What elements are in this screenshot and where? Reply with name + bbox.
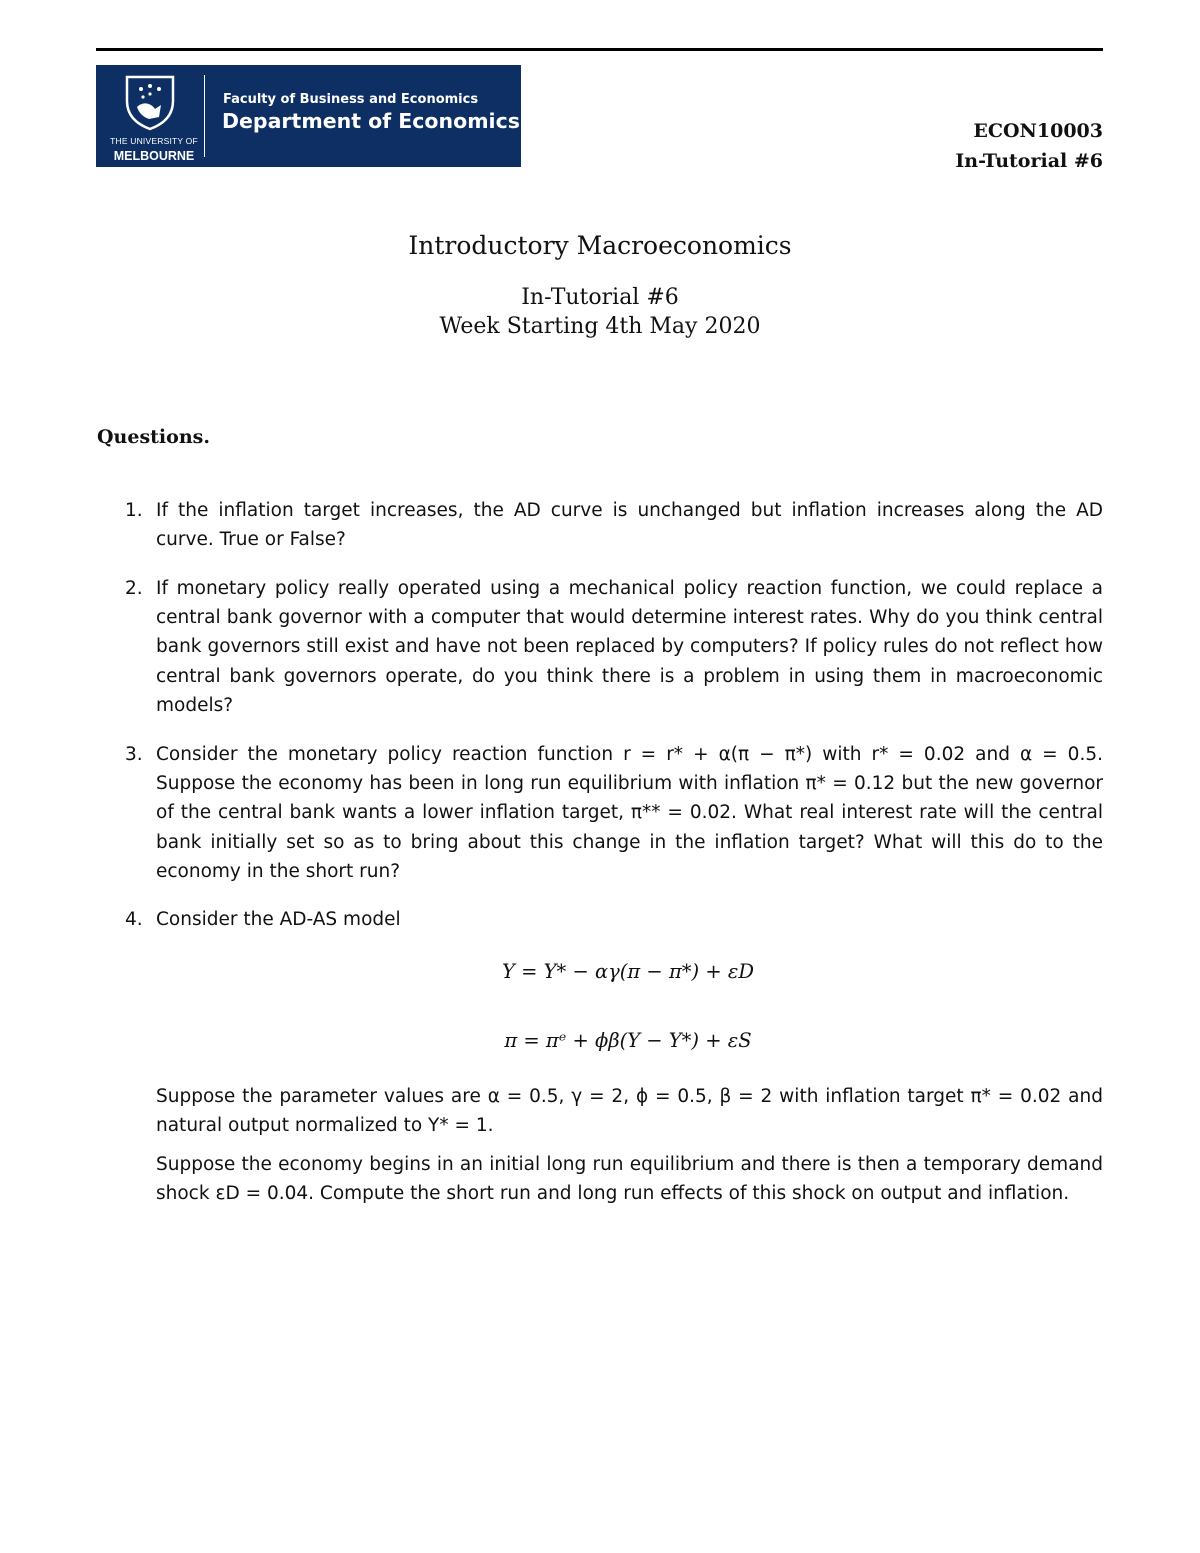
document-week: Week Starting 4th May 2020 [439,314,761,339]
question-text: If monetary policy really operated using a mechanical policy reaction function, we could replace a central bank governor with a computer that would determine interest rates. Why do you think central bank governors still exist and have not been replaced by computers? If policy rules do not reflect how central bank governors operate, do you think there is a problem in using them in macroeconomic models? [156,578,1103,716]
question-3 [125,740,1103,886]
course-info [955,116,1103,176]
document-subtitle: In-Tutorial #6 [521,285,679,310]
question-text: If the inflation target increases, the AD curve is unchanged but inflation increases along the AD curve. True or False? [156,500,1103,551]
university-crest-icon [106,73,198,163]
university-name-line2: MELBOURNE [113,149,195,163]
question-number: 4. [125,909,143,930]
document-title: Introductory Macroeconomics [408,231,792,260]
header-rule [96,48,1103,51]
section-heading: Questions. [97,426,210,448]
department-logo [96,65,521,167]
question-4-parameters [125,1082,1103,1140]
question-text: Consider the monetary policy reaction function r = r* + α(π − π*) with r* = 0.02 and α = 0.5. Suppose the economy has been in long run equilibrium with inflation π* = 0.12 but the new governor of the central bank wants a lower inflation target, π** = 0.02. What real interest rate will the central bank initially set so as to bring about this change in the inflation target? What will this do to the economy in the short run? [156,744,1103,882]
logo-divider [204,75,205,157]
question-2 [125,574,1103,720]
question-4 [125,905,1103,934]
question-1 [125,496,1103,554]
faculty-name: Faculty of Business and Economics [223,92,479,107]
question-number: 2. [125,578,143,599]
tutorial-label: In-Tutorial #6 [955,150,1103,172]
question-paragraph: Suppose the economy begins in an initial long run equilibrium and there is then a temporary demand shock εD = 0.04. Compute the short run and long run effects of this shock on output and inflation. [156,1154,1103,1205]
university-name-line1: THE UNIVERSITY OF [110,136,198,146]
equation-aggregate-supply: π = πᵉ + ϕβ(Y − Y*) + εS [504,1029,752,1052]
question-intro: Consider the AD-AS model [156,909,401,930]
question-4-task [125,1150,1103,1208]
question-number: 3. [125,744,143,765]
equation-aggregate-demand: Y = Y* − αγ(π − π*) + εD [502,960,754,983]
course-code: ECON10003 [973,120,1103,142]
department-name: Department of Economics [222,109,520,133]
question-number: 1. [125,500,143,521]
question-paragraph: Suppose the parameter values are α = 0.5, γ = 2, ϕ = 0.5, β = 2 with inflation target π* = 0.02 and natural output normalized to Y* = 1. [156,1086,1103,1137]
